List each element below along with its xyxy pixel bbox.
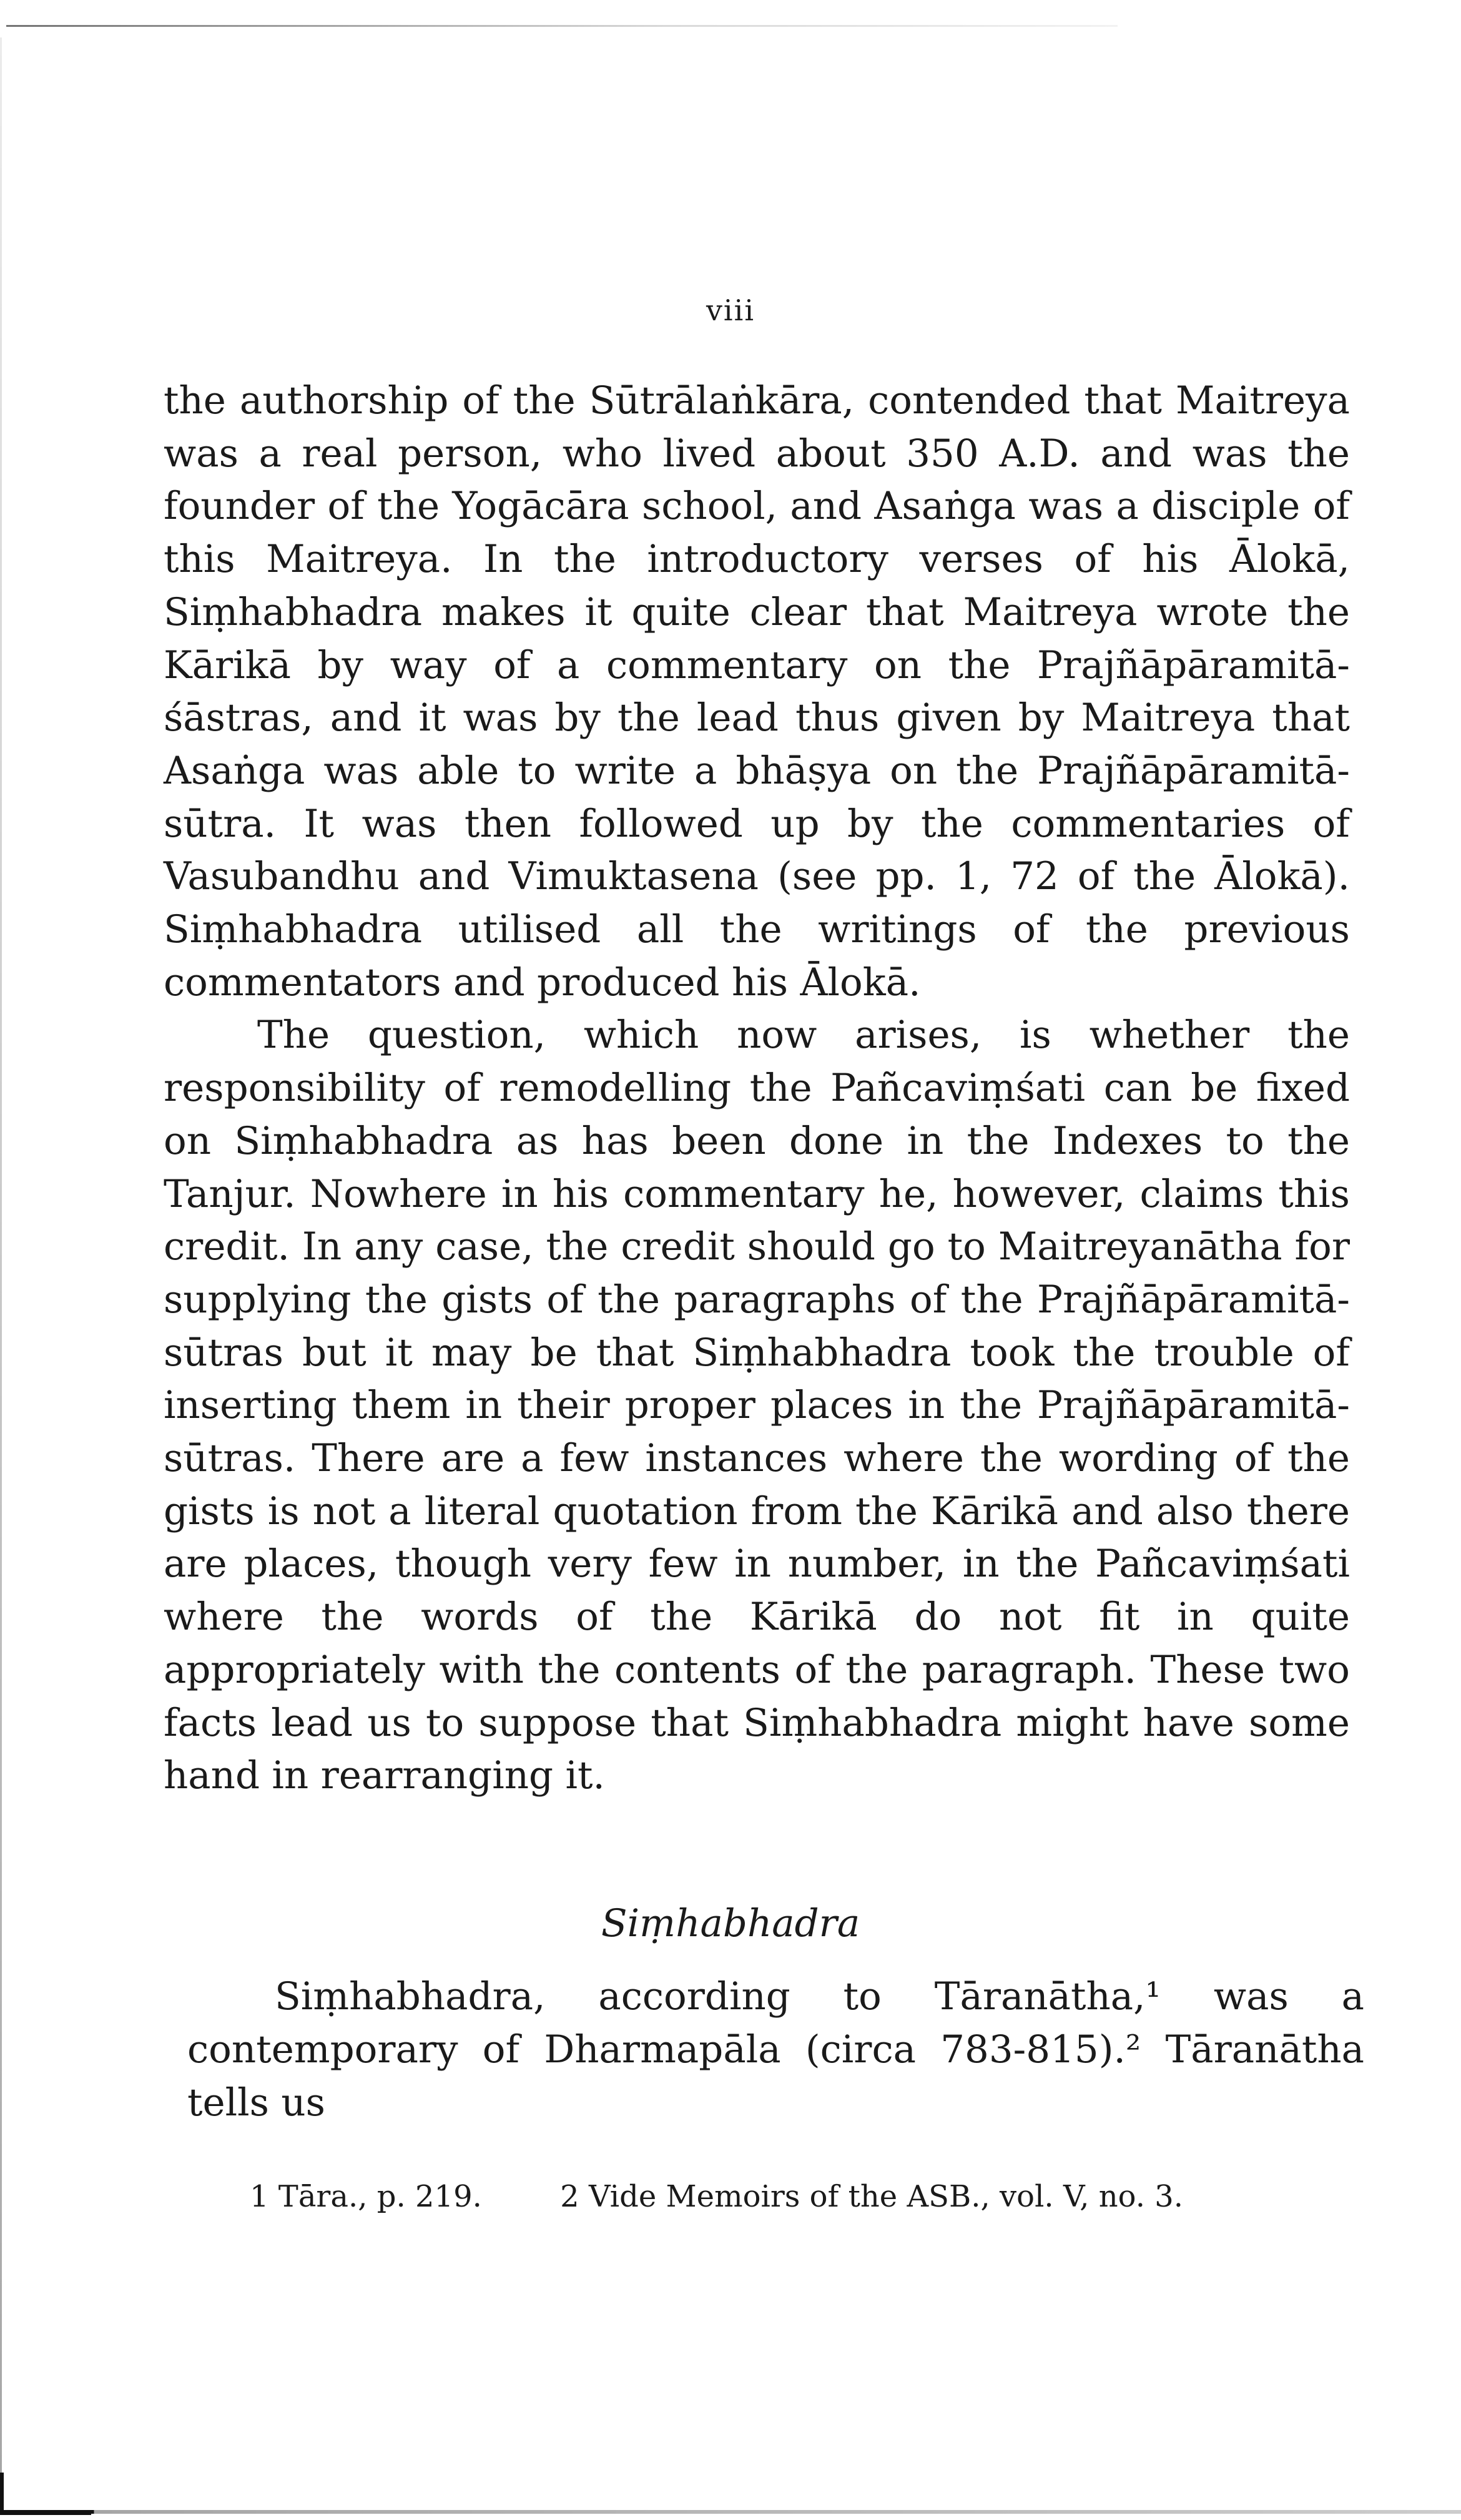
scan-border-bottom — [0, 2510, 1461, 2514]
footnote-2: 2 Vide Memoirs of the ASB., vol. V, no. 3. — [560, 2179, 1184, 2214]
scan-border-left — [0, 37, 2, 2473]
section-paragraph: Siṃhabhadra, according to Tāranātha,¹ was a contemporary of Dharmapāla (circa 783-815).² Tāranātha tells us — [187, 1974, 1364, 2125]
section-heading: Siṃhabhadra — [601, 1901, 860, 1946]
scan-corner-mark — [0, 2473, 91, 2515]
scan-border-top — [6, 25, 1118, 27]
footnote-1: 1 Tāra., p. 219. — [250, 2179, 482, 2214]
paragraph-question: The question, which now arises, is whether the responsibility of remodelling the Pañcaviṃśati can be fixed on Siṃhabhadra as has been done in the Indexes to the Tanjur. Nowhere in his commentary he, however, claims this credit. In any case, the credit should go to Maitreyanātha for supplying the gists of the paragraphs of the Prajñāpāramitā-sūtras but it may be that Siṃhabhadra took the trouble of inserting them in their proper places in the Prajñāpāramitā-sūtras. There are a few instances where the wording of the gists is not a literal quotation from the Kārikā and also there are places, though very few in number, in the Pañcaviṃśati where the words of the Kārikā do not fit in quite appropriately with the contents of the paragraph. These two facts lead us to suppose that Siṃhabhadra might have some hand in rearranging it. — [164, 1013, 1350, 1798]
footnotes — [250, 2179, 1374, 2214]
body-text — [164, 375, 1350, 1803]
section-body — [187, 1970, 1364, 2129]
page-number: viii — [706, 293, 755, 327]
paragraph-continued: the authorship of the Sūtrālaṅkāra, contended that Maitreya was a real person, who lived about 350 A.D. and was the founder of the Yogācāra school, and Asaṅga was a disciple of this Maitreya. In the introductory verses of his Ālokā, Siṃhabhadra makes it quite clear that Maitreya wrote the Kārikā by way of a commentary on the Prajñāpāramitā-śāstras, and it was by the lead thus given by Maitreya that Asaṅga was able to write a bhāṣya on the Prajñāpāramitā-sūtra. It was then followed up by the commentaries of Vasubandhu and Vimuktasena (see pp. 1, 72 of the Ālokā). Siṃhabhadra utilised all the writings of the previous commentators and produced his Ālokā. — [164, 378, 1350, 1005]
